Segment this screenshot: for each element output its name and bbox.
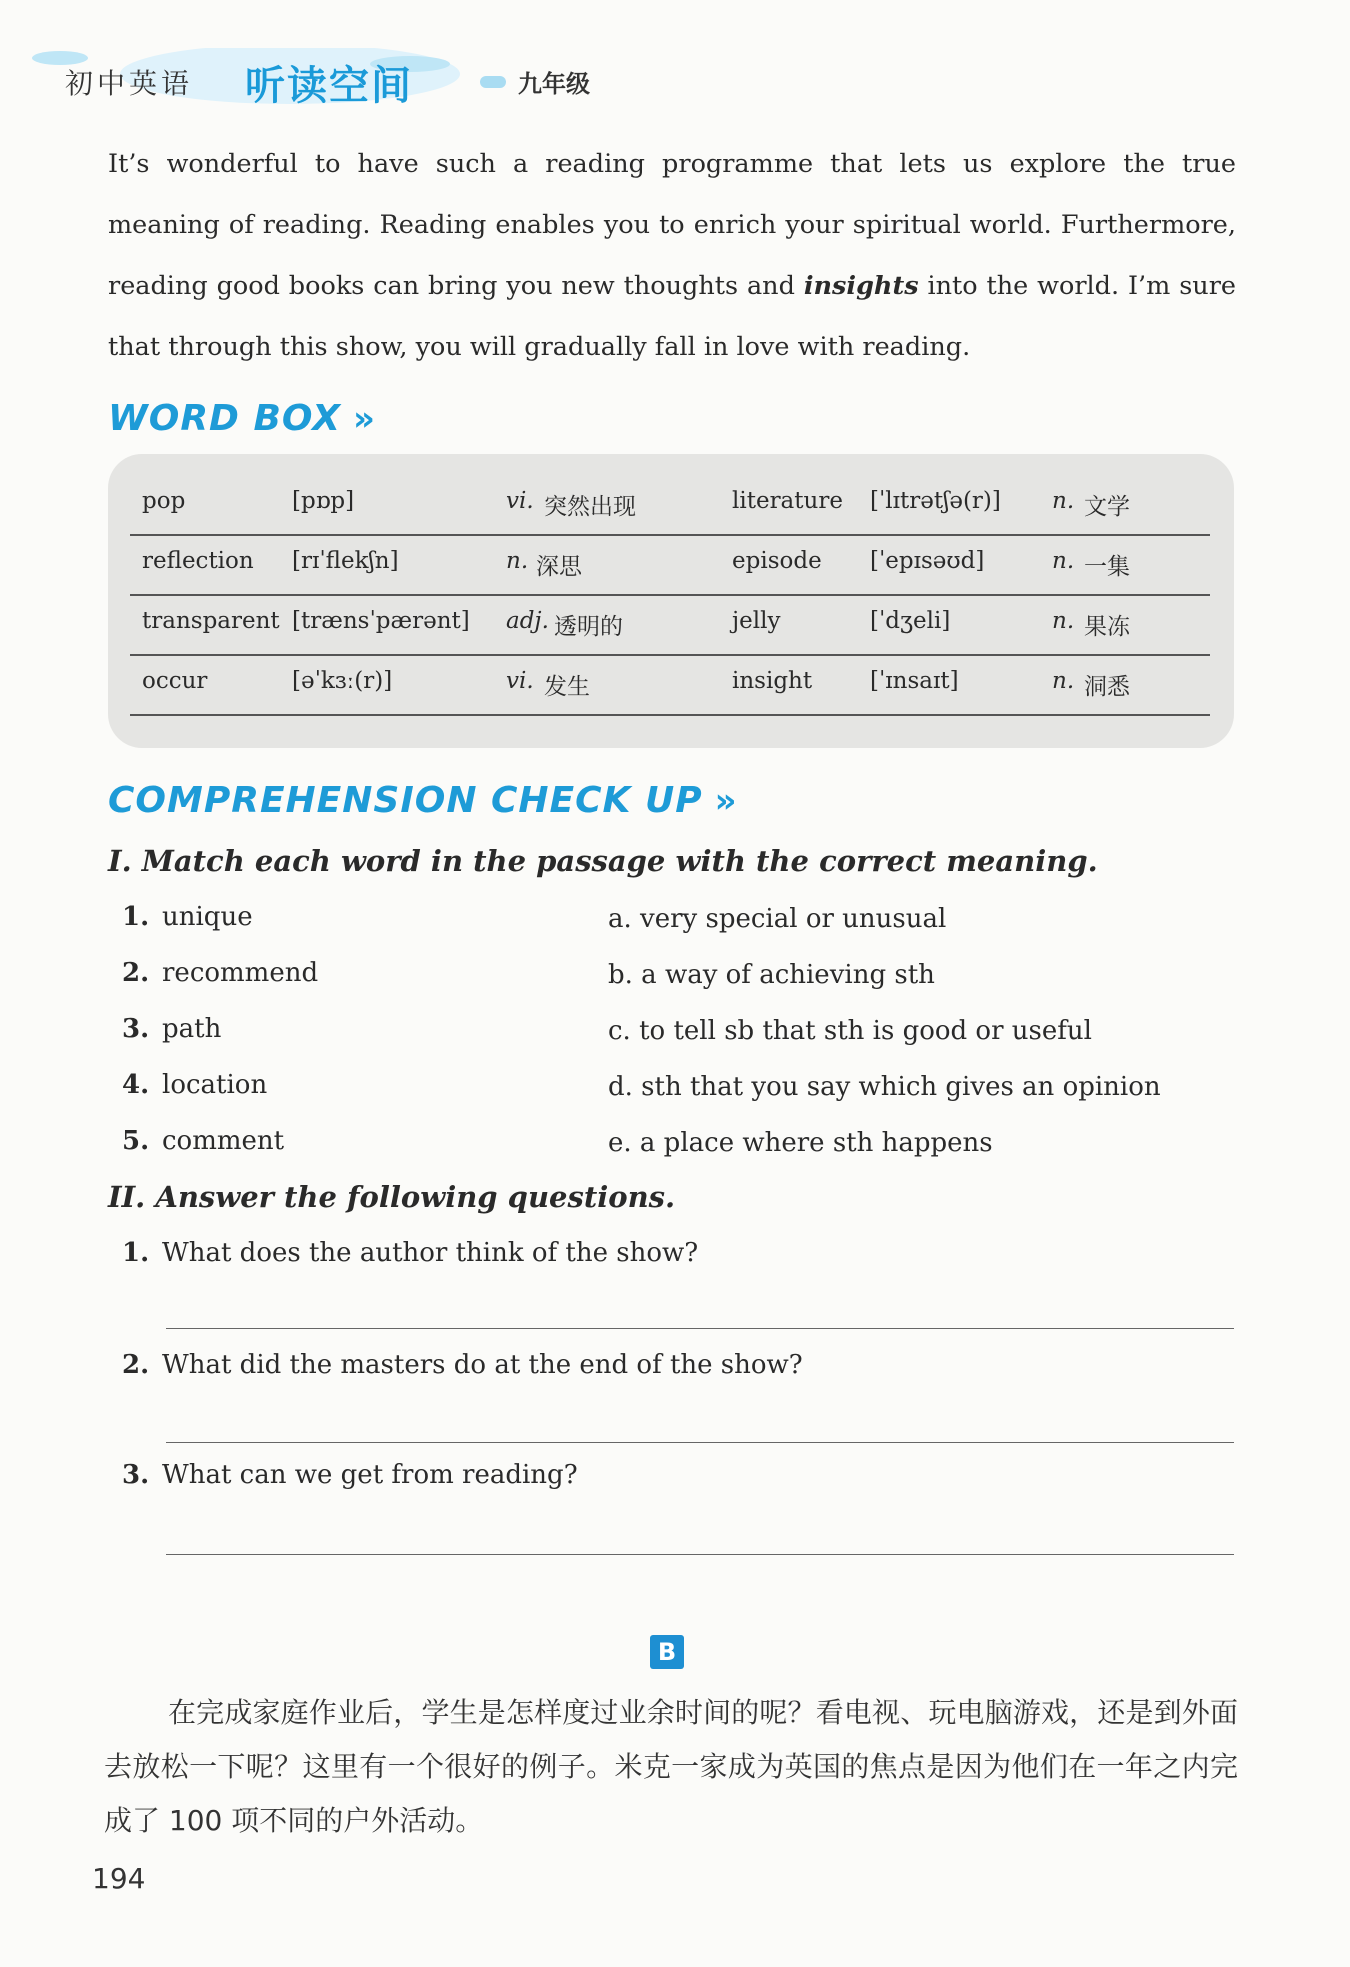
question-item <box>122 1350 803 1380</box>
word-box-heading <box>108 398 376 439</box>
page-header <box>30 48 590 118</box>
item-number: 2. <box>122 1350 150 1380</box>
comprehension-heading <box>108 780 738 821</box>
meaning: 发生 <box>544 674 590 700</box>
phonetic: [əˈkɜː(r)] <box>292 668 393 694</box>
item-number: 4. <box>122 1070 150 1100</box>
part-of-speech: vi. <box>506 488 534 514</box>
meaning: 透明的 <box>554 614 623 640</box>
word: occur <box>142 668 208 694</box>
match-meaning: e. a place where sth happens <box>608 1128 993 1158</box>
word: pop <box>142 488 186 514</box>
match-word-item <box>122 1070 267 1100</box>
match-word-item <box>122 958 318 988</box>
comprehension-heading-text: COMPREHENSION CHECK UP <box>108 780 703 821</box>
part-of-speech: n. <box>506 548 529 574</box>
meaning: 突然出现 <box>544 494 636 520</box>
question-text: What can we get from reading? <box>162 1460 578 1490</box>
word: episode <box>732 548 822 574</box>
word: reflection <box>142 548 254 574</box>
intro-emphasis: insights <box>803 271 919 301</box>
part-of-speech: n. <box>1052 668 1075 694</box>
match-word-item <box>122 902 253 932</box>
match-word: comment <box>162 1126 285 1156</box>
meaning: 果冻 <box>1084 614 1130 640</box>
word: transparent <box>142 608 280 634</box>
question-item <box>122 1460 578 1490</box>
phonetic: [ˈɪnsaɪt] <box>870 668 959 694</box>
question-item <box>122 1238 698 1268</box>
item-number: 1. <box>122 1238 150 1268</box>
grade-label: 九年级 <box>518 70 590 98</box>
book-title: 听读空间 <box>245 63 413 109</box>
meaning: 一集 <box>1084 554 1130 580</box>
page-number: 194 <box>92 1862 146 1895</box>
phonetic: [ˈepɪsəʊd] <box>870 548 985 574</box>
meaning: 深思 <box>536 554 582 580</box>
word-box <box>108 454 1234 748</box>
section-b-badge: B <box>650 1635 684 1669</box>
part-of-speech: n. <box>1052 488 1075 514</box>
question-text: What does the author think of the show? <box>162 1238 699 1268</box>
exercise-2-heading: II. Answer the following questions. <box>108 1180 676 1214</box>
part-of-speech: n. <box>1052 548 1075 574</box>
answer-line[interactable] <box>166 1442 1234 1443</box>
intro-text-1: It’s wonderful to have such a reading programme that lets us explore the true meaning of reading. Reading enables you to enrich your spiritual world. Furthermore, reading good books can bring you new thoughts and <box>108 149 1236 301</box>
match-meaning: d. sth that you say which gives an opinion <box>608 1072 1161 1102</box>
part-of-speech: n. <box>1052 608 1075 634</box>
item-number: 1. <box>122 902 150 932</box>
match-word: path <box>162 1014 222 1044</box>
question-text: What did the masters do at the end of the show? <box>162 1350 803 1380</box>
double-chevron-icon: » <box>352 399 376 439</box>
word-box-row <box>130 474 1210 536</box>
double-chevron-icon: » <box>714 781 738 821</box>
phonetic: [ˈdʒeli] <box>870 608 951 634</box>
part-of-speech: adj. <box>506 608 549 634</box>
match-word: unique <box>162 902 253 932</box>
item-number: 3. <box>122 1014 150 1044</box>
match-word: recommend <box>162 958 319 988</box>
match-meaning: c. to tell sb that sth is good or useful <box>608 1016 1092 1046</box>
item-number: 2. <box>122 958 150 988</box>
match-word-item <box>122 1126 284 1156</box>
header-dot-decoration <box>480 76 506 88</box>
word: insight <box>732 668 813 694</box>
word-box-heading-text: WORD BOX <box>108 398 341 439</box>
intro-paragraph <box>108 134 1236 378</box>
match-word: location <box>162 1070 268 1100</box>
answer-line[interactable] <box>166 1554 1234 1555</box>
meaning: 文学 <box>1084 494 1130 520</box>
exercise-1-heading: I. Match each word in the passage with the correct meaning. <box>108 844 1098 878</box>
word-box-row <box>130 594 1210 656</box>
word: literature <box>732 488 843 514</box>
meaning: 洞悉 <box>1084 674 1130 700</box>
word-box-row <box>130 534 1210 596</box>
answer-line[interactable] <box>166 1328 1234 1329</box>
match-word-item <box>122 1014 221 1044</box>
match-meaning: b. a way of achieving sth <box>608 960 935 990</box>
part-of-speech: vi. <box>506 668 534 694</box>
phonetic: [rɪˈflekʃn] <box>292 548 399 574</box>
match-meaning: a. very special or unusual <box>608 904 947 934</box>
phonetic: [ˈlɪtrətʃə(r)] <box>870 488 1001 514</box>
phonetic: [trænsˈpærənt] <box>292 608 470 634</box>
phonetic: [pɒp] <box>292 488 355 514</box>
intro-text-2: into the world. I’m sure that through this show, you will gradually fall in love with reading. <box>108 271 1236 362</box>
series-name: 初中英语 <box>65 67 194 100</box>
item-number: 5. <box>122 1126 150 1156</box>
word-box-row <box>130 654 1210 716</box>
section-b-intro: 在完成家庭作业后，学生是怎样度过业余时间的呢？看电视、玩电脑游戏，还是到外面去放松一下呢？这里有一个很好的例子。米克一家成为英国的焦点是因为他们在一年之内完成了 100 项不同的户外活动。 <box>104 1696 1238 1837</box>
word: jelly <box>732 608 781 634</box>
item-number: 3. <box>122 1460 150 1490</box>
